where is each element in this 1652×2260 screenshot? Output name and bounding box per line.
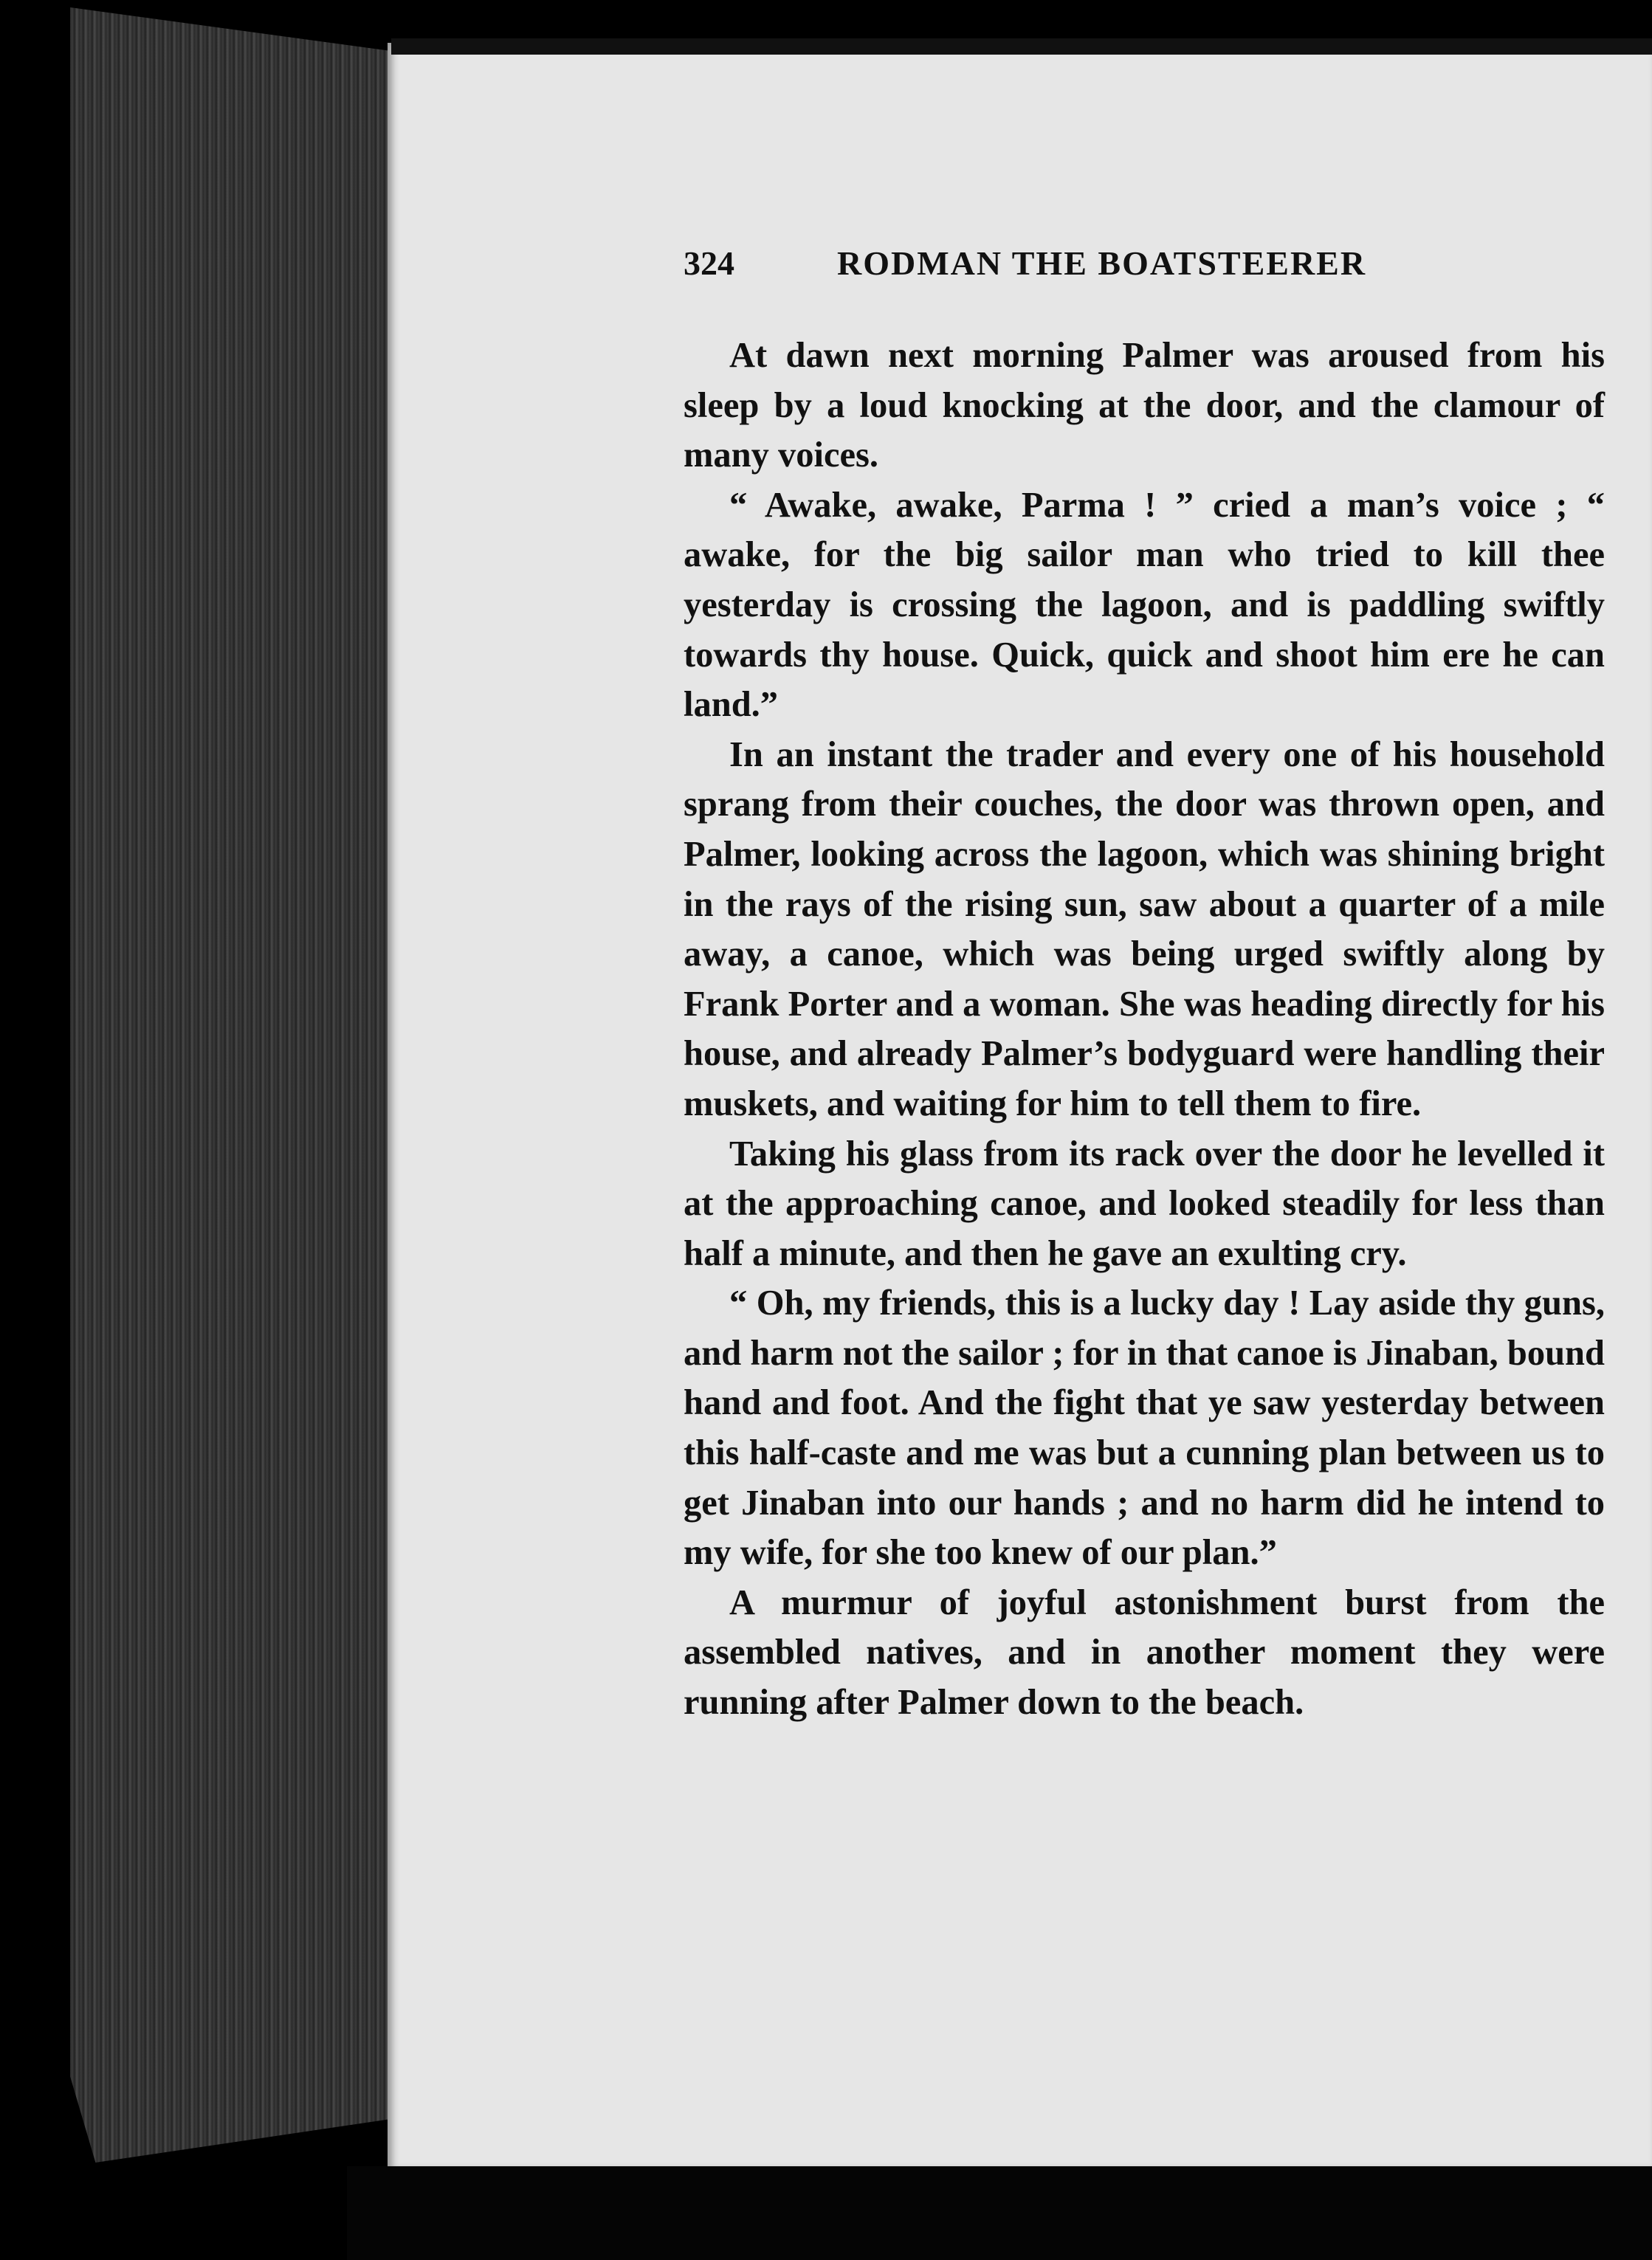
paragraph: “ Awake, awake, Parma ! ” cried a man’s voice ; “ awake, for the big sailor man who tried to kill thee yesterday is crossing the lagoon, and is paddling swiftly towards thy house. Quick, quick and shoot him ere he can land.”	[684, 485, 1605, 725]
page-number: 324	[684, 244, 734, 282]
page-bottom-shadow	[347, 2166, 1652, 2260]
paragraph: In an instant the trader and every one of his household sprang from their couches, the door was thrown open, and Palmer, looking across the lagoon, which was shining bright in the rays of the rising sun, saw about a quarter of a mile away, a canoe, which was being urged swiftly along by Frank Porter and a woman. She was heading directly for his house, and already Palmer’s bodyguard were handling their muskets, and waiting for him to tell them to fire.	[684, 734, 1605, 1123]
paragraph: Taking his glass from its rack over the door he levelled it at the approaching canoe, and looked steadily for less than half a minute, and then he gave an exulting cry.	[684, 1134, 1605, 1273]
book-page-edges	[70, 7, 388, 2163]
paragraph: At dawn next morning Palmer was aroused from his sleep by a loud knocking at the door, and the clamour of many voices.	[684, 336, 1605, 475]
paragraph: A murmur of joyful astonishment burst from the assembled natives, and in another moment they were running after Palmer down to the beach.	[684, 1582, 1605, 1723]
running-title: RODMAN THE BOATSTEERER	[837, 244, 1367, 282]
body-text	[684, 331, 1605, 1728]
paragraph: “ Oh, my friends, this is a lucky day ! Lay aside thy guns, and harm not the sailor ; for in that canoe is Jinaban, bound hand and foot. And the fight that ye saw yesterday between this half-caste and me was but a cunning plan between us to get Jinaban into our hands ; and no harm did he intend to my wife, for she too knew of our plan.”	[684, 1284, 1605, 1573]
page-top-shadow	[391, 38, 1652, 55]
page-header	[684, 244, 1606, 295]
